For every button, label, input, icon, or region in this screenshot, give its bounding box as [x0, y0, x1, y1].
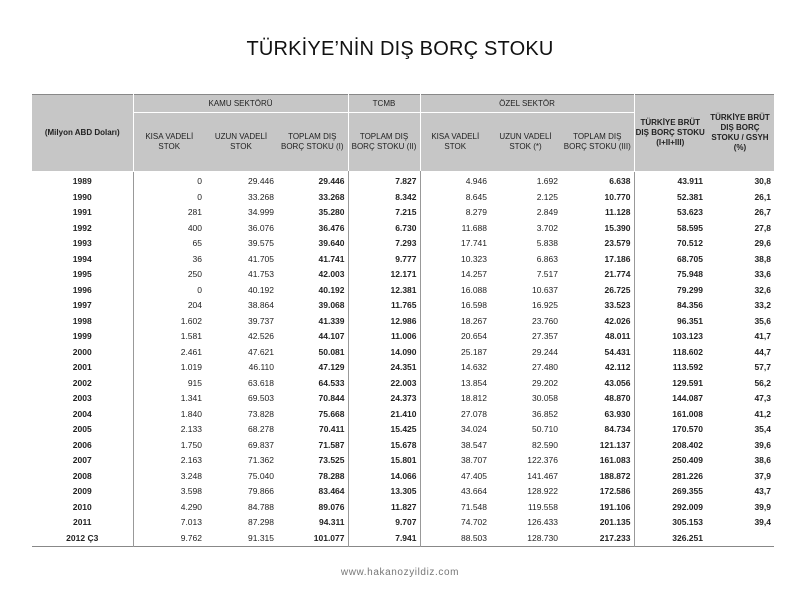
- ozel-uzun-cell: 3.702: [536, 222, 558, 233]
- ozel-toplam-cell: 10.770: [604, 191, 631, 202]
- ozel-kisa-cell: 38.547: [420, 437, 490, 453]
- brut-total-cell: 79.299: [634, 282, 706, 298]
- table-row: [32, 220, 774, 236]
- tcmb-toplam-cell: 15.678: [348, 437, 420, 453]
- table-row: [32, 329, 774, 345]
- gsyh-ratio-cell: 38,8: [754, 253, 771, 264]
- year-cell: 2012 Ç3: [66, 532, 99, 543]
- ozel-uzun-cell: 119.558: [527, 501, 558, 512]
- brut-total-cell: 52.381: [634, 189, 706, 205]
- kamu-uzun-cell: 87.298: [248, 517, 274, 528]
- kamu-uzun-cell: 41.753: [248, 269, 274, 280]
- kamu-kisa-cell: 0: [133, 171, 205, 189]
- tcmb-toplam-cell: 24.373: [348, 391, 420, 407]
- table-row: [32, 422, 774, 438]
- kamu-kisa-cell: 65: [133, 236, 205, 252]
- gsyh-ratio-cell: 26,1: [754, 191, 771, 202]
- kamu-kisa-cell: 1.602: [133, 313, 205, 329]
- tcmb-toplam-cell: 9.777: [348, 251, 420, 267]
- ozel-uzun-cell: 1.692: [536, 176, 558, 186]
- ozel-uzun-header: UZUN VADELİ STOK (*): [490, 113, 561, 172]
- tcmb-toplam-cell: 11.827: [348, 499, 420, 515]
- year-cell: 1995: [72, 269, 92, 280]
- ozel-uzun-cell: 36.852: [532, 408, 558, 419]
- ozel-uzun-cell: 2.849: [536, 207, 558, 218]
- year-cell: 2011: [73, 517, 92, 528]
- brut-total-cell: 129.591: [634, 375, 706, 391]
- kamu-uzun-cell: 73.828: [248, 408, 274, 419]
- brut-total-cell: 144.087: [634, 391, 706, 407]
- kamu-kisa-cell: 915: [133, 375, 205, 391]
- brut-total-cell: 208.402: [634, 437, 706, 453]
- ozel-uzun-cell: 27.480: [532, 362, 558, 373]
- kamu-uzun-cell: 68.278: [248, 424, 274, 435]
- ozel-toplam-cell: 191.106: [599, 501, 631, 512]
- kamu-toplam-cell: 44.107: [318, 331, 345, 342]
- kamu-uzun-cell: 40.192: [248, 284, 274, 295]
- ozel-toplam-cell: 161.083: [599, 455, 631, 466]
- gsyh-ratio-cell: 27,8: [754, 222, 771, 233]
- unit-header: (Milyon ABD Doları): [32, 95, 133, 172]
- brut-total-cell: 161.008: [634, 406, 706, 422]
- kamu-uzun-header: UZUN VADELİ STOK: [205, 113, 277, 172]
- table-row: [32, 171, 774, 189]
- tcmb-toplam-cell: 12.381: [348, 282, 420, 298]
- kamu-kisa-cell: 1.341: [133, 391, 205, 407]
- ozel-kisa-cell: 43.664: [420, 484, 490, 500]
- kamu-toplam-cell: 94.311: [318, 517, 345, 528]
- tcmb-toplam-cell: 11.765: [348, 298, 420, 314]
- ozel-uzun-cell: 23.760: [532, 315, 558, 326]
- ozel-uzun-cell: 141.467: [527, 470, 558, 481]
- kamu-uzun-cell: 69.503: [248, 393, 274, 404]
- kamu-uzun-cell: 75.040: [248, 470, 274, 481]
- kamu-toplam-cell: 50.081: [318, 346, 345, 357]
- ozel-uzun-cell: 126.433: [527, 517, 558, 528]
- year-cell: 2005: [72, 424, 92, 435]
- tcmb-toplam-cell: 15.801: [348, 453, 420, 469]
- gsyh-ratio-cell: 39,9: [754, 501, 771, 512]
- kamu-kisa-cell: 400: [133, 220, 205, 236]
- ozel-toplam-cell: 23.579: [604, 238, 631, 249]
- kamu-uzun-cell: 33.268: [248, 191, 274, 202]
- kamu-kisa-cell: 1.840: [133, 406, 205, 422]
- ozel-kisa-cell: 14.257: [420, 267, 490, 283]
- ozel-kisa-cell: 10.323: [420, 251, 490, 267]
- kamu-uzun-cell: 41.705: [248, 253, 274, 264]
- brut-total-cell: 113.592: [634, 360, 706, 376]
- tcmb-toplam-cell: 12.171: [348, 267, 420, 283]
- table-row: [32, 375, 774, 391]
- year-cell: 1991: [72, 207, 92, 218]
- ozel-toplam-cell: 33.523: [604, 300, 631, 311]
- kamu-uzun-cell: 34.999: [248, 207, 274, 218]
- brut-total-cell: 84.356: [634, 298, 706, 314]
- ozel-kisa-cell: 34.024: [420, 422, 490, 438]
- year-cell: 1996: [72, 284, 92, 295]
- kamu-kisa-cell: 7.013: [133, 515, 205, 531]
- kamu-toplam-cell: 36.476: [318, 222, 345, 233]
- gsyh-ratio-cell: 26,7: [754, 207, 771, 218]
- kamu-toplam-cell: 41.741: [318, 253, 345, 264]
- kamu-kisa-cell: 3.598: [133, 484, 205, 500]
- brut-total-cell: 68.705: [634, 251, 706, 267]
- tcmb-toplam-cell: 7.293: [348, 236, 420, 252]
- ozel-kisa-cell: 14.632: [420, 360, 490, 376]
- kamu-toplam-cell: 70.411: [318, 424, 345, 435]
- ozel-uzun-cell: 30.058: [532, 393, 558, 404]
- kamu-toplam-cell: 78.288: [318, 470, 345, 481]
- gsyh-ratio-cell: 29,6: [754, 238, 771, 249]
- kamu-uzun-cell: 39.737: [248, 315, 274, 326]
- ozel-uzun-cell: 50.710: [532, 424, 558, 435]
- table-row: [32, 437, 774, 453]
- kamu-toplam-cell: 64.533: [318, 377, 345, 388]
- table-row: [32, 298, 774, 314]
- ozel-uzun-cell: 2.125: [536, 191, 558, 202]
- brut-total-cell: 250.409: [634, 453, 706, 469]
- kamu-kisa-cell: 204: [133, 298, 205, 314]
- table-row: [32, 344, 774, 360]
- kamu-toplam-cell: 35.280: [318, 207, 345, 218]
- ozel-toplam-cell: 26.725: [604, 284, 631, 295]
- ozel-uzun-cell: 122.376: [527, 455, 558, 466]
- kamu-kisa-cell: 0: [133, 189, 205, 205]
- tcmb-toplam-cell: 7.941: [348, 530, 420, 546]
- year-cell: 2001: [72, 362, 92, 373]
- kamu-toplam-cell: 89.076: [318, 501, 345, 512]
- kamu-kisa-cell: 1.019: [133, 360, 205, 376]
- ozel-toplam-cell: 42.112: [604, 362, 631, 373]
- brut-header: TÜRKİYE BRÜT DIŞ BORÇ STOKU (I+II+III): [634, 95, 706, 172]
- ozel-kisa-cell: 13.854: [420, 375, 490, 391]
- gsyh-header: TÜRKİYE BRÜT DIŞ BORÇ STOKU / GSYH (%): [706, 95, 774, 172]
- tcmb-toplam-cell: 14.090: [348, 344, 420, 360]
- kamu-kisa-cell: 0: [133, 282, 205, 298]
- year-cell: 1998: [72, 315, 92, 326]
- table-body: [32, 171, 774, 546]
- gsyh-ratio-cell: 39,6: [754, 439, 771, 450]
- ozel-kisa-cell: 4.946: [420, 171, 490, 189]
- ozel-toplam-cell: 48.011: [604, 331, 631, 342]
- ozel-uzun-cell: 10.637: [532, 284, 558, 295]
- ozel-kisa-cell: 25.187: [420, 344, 490, 360]
- kamu-uzun-cell: 39.575: [248, 238, 274, 249]
- year-cell: 2002: [72, 377, 92, 388]
- kamu-kisa-cell: 281: [133, 205, 205, 221]
- page-title: TÜRKİYE’NİN DIŞ BORÇ STOKU: [246, 38, 554, 60]
- tcmb-toplam-cell: 12.986: [348, 313, 420, 329]
- ozel-toplam-cell: 84.734: [604, 424, 631, 435]
- kamu-kisa-cell: 1.750: [133, 437, 205, 453]
- year-cell: 2000: [72, 346, 92, 357]
- ozel-toplam-cell: 11.128: [604, 207, 631, 218]
- kamu-kisa-cell: 4.290: [133, 499, 205, 515]
- gsyh-ratio-cell: 33,2: [754, 300, 771, 311]
- tcmb-header: TCMB: [348, 95, 420, 113]
- ozel-header: ÖZEL SEKTÖR: [420, 95, 634, 113]
- table-row: [32, 313, 774, 329]
- tcmb-toplam-cell: 15.425: [348, 422, 420, 438]
- ozel-uzun-cell: 128.922: [527, 486, 558, 497]
- kamu-toplam-cell: 70.844: [318, 393, 345, 404]
- table-row: [32, 267, 774, 283]
- ozel-kisa-cell: 18.267: [420, 313, 490, 329]
- ozel-kisa-cell: 17.741: [420, 236, 490, 252]
- table-row: [32, 515, 774, 531]
- year-cell: 2004: [72, 408, 92, 419]
- gsyh-ratio-cell: 32,6: [754, 284, 771, 295]
- ozel-uzun-cell: 128.730: [527, 532, 558, 543]
- kamu-uzun-cell: 29.446: [248, 176, 274, 186]
- gsyh-ratio-cell: 43,7: [754, 486, 771, 497]
- kamu-kisa-cell: 9.762: [133, 530, 205, 546]
- ozel-kisa-cell: 8.645: [420, 189, 490, 205]
- kamu-toplam-cell: 101.077: [313, 532, 345, 543]
- table-row: [32, 189, 774, 205]
- ozel-toplam-cell: 48.870: [604, 393, 631, 404]
- gsyh-ratio-cell: 38,6: [754, 455, 771, 466]
- tcmb-toplam-header: TOPLAM DIŞ BORÇ STOKU (II): [348, 113, 420, 172]
- tcmb-toplam-cell: 21.410: [348, 406, 420, 422]
- kamu-toplam-cell: 71.587: [318, 439, 345, 450]
- year-cell: 2003: [72, 393, 92, 404]
- gsyh-ratio-cell: 44,7: [754, 346, 771, 357]
- ozel-toplam-cell: 42.026: [604, 315, 631, 326]
- table-row: [32, 205, 774, 221]
- table-row: [32, 484, 774, 500]
- gsyh-ratio-cell: 41,2: [754, 408, 771, 419]
- year-cell: 1997: [72, 300, 92, 311]
- ozel-kisa-cell: 11.688: [420, 220, 490, 236]
- kamu-kisa-cell: 250: [133, 267, 205, 283]
- year-cell: 2007: [72, 455, 92, 466]
- year-cell: 1992: [72, 222, 92, 233]
- year-cell: 2010: [72, 501, 92, 512]
- kamu-uzun-cell: 84.788: [248, 501, 274, 512]
- kamu-uzun-cell: 79.866: [248, 486, 274, 497]
- ozel-uzun-cell: 5.838: [536, 238, 558, 249]
- kamu-toplam-cell: 75.668: [318, 408, 345, 419]
- tcmb-toplam-cell: 7.215: [348, 205, 420, 221]
- year-cell: 2008: [72, 470, 92, 481]
- gsyh-ratio-cell: [706, 530, 774, 546]
- brut-total-cell: 70.512: [634, 236, 706, 252]
- kamu-uzun-cell: 63.618: [248, 377, 274, 388]
- ozel-toplam-cell: 54.431: [604, 346, 631, 357]
- kamu-uzun-cell: 47.621: [248, 346, 274, 357]
- gsyh-ratio-cell: 39,4: [754, 517, 771, 528]
- footer-url: www.hakanozyildiz.com: [340, 567, 460, 578]
- ozel-toplam-cell: 217.233: [599, 532, 631, 543]
- brut-total-cell: 305.153: [634, 515, 706, 531]
- tcmb-toplam-cell: 22.003: [348, 375, 420, 391]
- kamu-toplam-cell: 39.640: [318, 238, 345, 249]
- ozel-uzun-cell: 29.202: [532, 377, 558, 388]
- ozel-toplam-cell: 63.930: [604, 408, 631, 419]
- gsyh-ratio-cell: 57,7: [754, 362, 771, 373]
- brut-total-cell: 96.351: [634, 313, 706, 329]
- ozel-toplam-cell: 188.872: [599, 470, 631, 481]
- table-row: [32, 406, 774, 422]
- tcmb-toplam-cell: 8.342: [348, 189, 420, 205]
- brut-total-cell: 58.595: [634, 220, 706, 236]
- ozel-uzun-cell: 29.244: [532, 346, 558, 357]
- brut-total-cell: 118.602: [634, 344, 706, 360]
- kamu-toplam-cell: 39.068: [318, 300, 345, 311]
- kamu-kisa-header: KISA VADELİ STOK: [133, 113, 205, 172]
- ozel-kisa-cell: 20.654: [420, 329, 490, 345]
- gsyh-ratio-cell: 33,6: [754, 269, 771, 280]
- kamu-toplam-cell: 33.268: [318, 191, 345, 202]
- brut-total-cell: 53.623: [634, 205, 706, 221]
- tcmb-toplam-cell: 13.305: [348, 484, 420, 500]
- tcmb-toplam-cell: 24.351: [348, 360, 420, 376]
- ozel-toplam-cell: 6.638: [609, 176, 631, 186]
- tcmb-toplam-cell: 9.707: [348, 515, 420, 531]
- kamu-kisa-cell: 2.163: [133, 453, 205, 469]
- brut-total-cell: 281.226: [634, 468, 706, 484]
- year-cell: 1989: [72, 176, 92, 187]
- kamu-toplam-cell: 73.525: [318, 455, 345, 466]
- gsyh-ratio-cell: 37,9: [754, 470, 771, 481]
- ozel-kisa-cell: 47.405: [420, 468, 490, 484]
- ozel-uzun-cell: 82.590: [532, 439, 558, 450]
- ozel-toplam-cell: 201.135: [599, 517, 631, 528]
- year-cell: 2009: [72, 486, 92, 497]
- kamu-kisa-cell: 1.581: [133, 329, 205, 345]
- kamu-toplam-cell: 41.339: [318, 315, 345, 326]
- kamu-toplam-cell: 83.464: [318, 486, 345, 497]
- ozel-uzun-cell: 6.863: [536, 253, 558, 264]
- kamu-uzun-cell: 38.864: [248, 300, 274, 311]
- brut-total-cell: 43.911: [634, 171, 706, 189]
- tcmb-toplam-cell: 11.006: [348, 329, 420, 345]
- table-row: [32, 453, 774, 469]
- gsyh-ratio-cell: 41,7: [754, 331, 771, 342]
- ozel-toplam-cell: 121.137: [599, 439, 631, 450]
- kamu-uzun-cell: 46.110: [248, 362, 274, 373]
- ozel-kisa-cell: 16.598: [420, 298, 490, 314]
- brut-total-cell: 75.948: [634, 267, 706, 283]
- brut-total-cell: 170.570: [634, 422, 706, 438]
- brut-total-cell: 103.123: [634, 329, 706, 345]
- brut-total-cell: 326.251: [634, 530, 706, 546]
- ozel-toplam-cell: 21.774: [604, 269, 631, 280]
- ozel-toplam-cell: 17.186: [604, 253, 631, 264]
- year-cell: 1994: [72, 253, 92, 264]
- table-row: [32, 530, 774, 546]
- ozel-kisa-cell: 88.503: [420, 530, 490, 546]
- ozel-kisa-cell: 8.279: [420, 205, 490, 221]
- ozel-toplam-header: TOPLAM DIŞ BORÇ STOKU (III): [561, 113, 634, 172]
- ozel-kisa-cell: 71.548: [420, 499, 490, 515]
- kamu-toplam-cell: 47.129: [318, 362, 345, 373]
- year-cell: 2006: [72, 439, 92, 450]
- kamu-uzun-cell: 69.837: [248, 439, 274, 450]
- gsyh-ratio-cell: 35,6: [754, 315, 771, 326]
- ozel-kisa-cell: 18.812: [420, 391, 490, 407]
- ozel-kisa-cell: 16.088: [420, 282, 490, 298]
- kamu-uzun-cell: 36.076: [248, 222, 274, 233]
- table-row: [32, 360, 774, 376]
- table-row: [32, 499, 774, 515]
- gsyh-ratio-cell: 47,3: [754, 393, 771, 404]
- year-cell: 1993: [72, 238, 92, 249]
- kamu-uzun-cell: 91.315: [248, 532, 274, 543]
- gsyh-ratio-cell: 56,2: [754, 377, 771, 388]
- table-row: [32, 282, 774, 298]
- ozel-uzun-cell: 16.925: [532, 300, 558, 311]
- kamu-uzun-cell: 42.526: [248, 331, 274, 342]
- kamu-uzun-cell: 71.362: [248, 455, 274, 466]
- ozel-uzun-cell: 27.357: [532, 331, 558, 342]
- kamu-kisa-cell: 2.133: [133, 422, 205, 438]
- kamu-header: KAMU SEKTÖRÜ: [133, 95, 348, 113]
- year-cell: 1999: [72, 331, 92, 342]
- kamu-toplam-cell: 42.003: [318, 269, 345, 280]
- brut-total-cell: 269.355: [634, 484, 706, 500]
- ozel-kisa-cell: 74.702: [420, 515, 490, 531]
- year-cell: 1990: [72, 191, 92, 202]
- table-row: [32, 391, 774, 407]
- table-row: [32, 468, 774, 484]
- kamu-toplam-cell: 40.192: [318, 284, 345, 295]
- kamu-toplam-header: TOPLAM DIŞ BORÇ STOKU (I): [277, 113, 348, 172]
- kamu-kisa-cell: 36: [133, 251, 205, 267]
- brut-total-cell: 292.009: [634, 499, 706, 515]
- tcmb-toplam-cell: 14.066: [348, 468, 420, 484]
- kamu-kisa-cell: 3.248: [133, 468, 205, 484]
- ozel-kisa-cell: 27.078: [420, 406, 490, 422]
- kamu-toplam-cell: 29.446: [318, 176, 345, 186]
- gsyh-ratio-cell: 30,8: [754, 176, 771, 187]
- debt-stock-table: [32, 94, 774, 547]
- ozel-toplam-cell: 43.056: [604, 377, 631, 388]
- table-row: [32, 236, 774, 252]
- tcmb-toplam-cell: 7.827: [348, 171, 420, 189]
- ozel-toplam-cell: 15.390: [604, 222, 631, 233]
- gsyh-ratio-cell: 35,4: [754, 424, 771, 435]
- kamu-kisa-cell: 2.461: [133, 344, 205, 360]
- ozel-kisa-header: KISA VADELİ STOK: [420, 113, 490, 172]
- table-row: [32, 251, 774, 267]
- ozel-kisa-cell: 38.707: [420, 453, 490, 469]
- ozel-toplam-cell: 172.586: [599, 486, 631, 497]
- tcmb-toplam-cell: 6.730: [348, 220, 420, 236]
- ozel-uzun-cell: 7.517: [536, 269, 558, 280]
